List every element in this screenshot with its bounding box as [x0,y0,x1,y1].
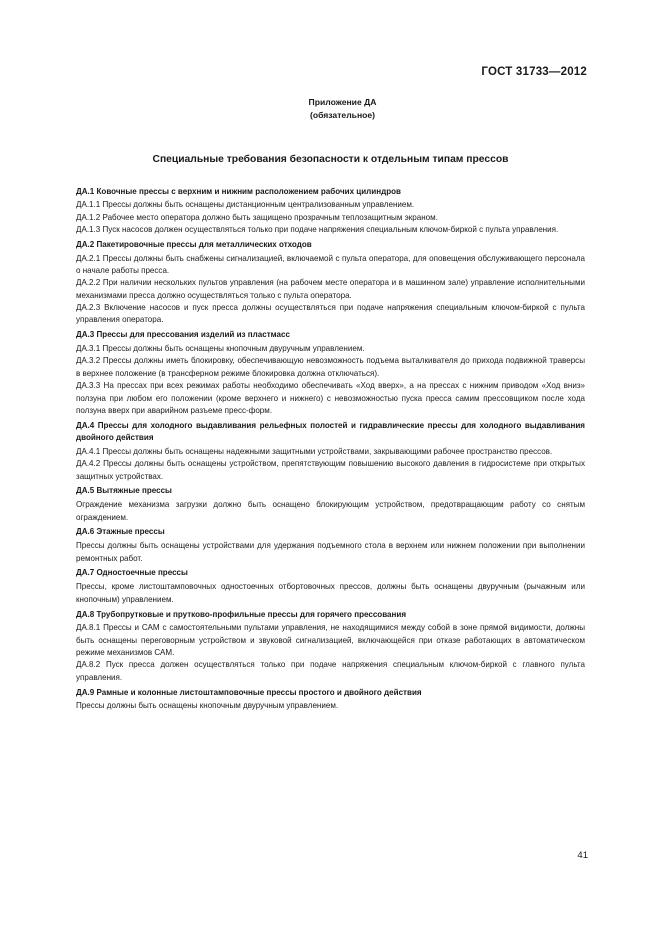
paragraph: Прессы должны быть оснащены кнопочным двуручным управлением. [76,701,339,711]
paragraph: ДА.3.2 Прессы должны иметь блокировку, обеспечивающую невозможность подъема выталкивателя до прихода подвижной траверсы в верхнее положение (в трансферном режиме блокировка должна отключаться). [76,356,585,378]
appendix-label: Приложение ДА [308,97,377,107]
section-heading: ДА.9 Рамные и колонные листоштамповочные прессы простого и двойного действия [76,687,422,697]
paragraph: ДА.2.2 При наличии нескольких пультов управления (на рабочем месте оператора и в машинном зале) управление исполнительными механизмами пресса должно осуществляться только с пульта оператора. [76,278,585,300]
section-heading: ДА.1 Ковочные прессы с верхним и нижним расположением рабочих цилиндров [76,186,401,196]
document-body [76,183,585,713]
paragraph: ДА.2.1 Прессы должны быть снабжены сигнализацией, включаемой с пульта оператора, для оповещения обслуживающего персонала о начале работы пресса. [76,253,585,276]
standard-id: ГОСТ 31733—2012 [481,66,587,78]
paragraph: ДА.1.3 Пуск насосов должен осуществляться только при подаче напряжения специальным ключом-биркой с пульта управления. [76,225,559,235]
section-heading: ДА.6 Этажные прессы [76,527,165,537]
paragraph: Ограждение механизма загрузки должно быть оснащено блокирующим устройством, предотвращающим работу со снятым ограждением. [76,500,585,522]
paragraph: ДА.1.2 Рабочее место оператора должно быть защищено прозрачным теплозащитным экраном. [76,212,438,222]
section-heading: ДА.4 Прессы для холодного выдавливания рельефных полостей и гидравлические прессы для холодного выдавливания двойного действия [76,420,585,443]
paragraph: ДА.4.2 Прессы должны быть оснащены устройством, препятствующим повышению высокого давления в гидросистеме при открытых защитных устройствах. [76,459,585,481]
appendix-heading [0,96,661,122]
paragraph: ДА.2.3 Включение насосов и пуск пресса должны осуществляться при подаче напряжения специальным ключом-биркой с пульта управления оператора. [76,303,585,325]
paragraph: Прессы должны быть оснащены устройствами для удержания подъемного стола в верхнем или нижнем положении при выполнении ремонтных работ. [76,541,585,563]
appendix-status: (обязательное) [309,110,376,120]
paragraph: ДА.8.2 Пуск пресса должен осуществляться только при подаче напряжения специальным ключом-биркой с главного пульта управления. [76,660,585,682]
paragraph: ДА.1.1 Прессы должны быть оснащены дистанционным централизованным управлением. [76,200,415,210]
paragraph: ДА.3.1 Прессы должны быть оснащены кнопочным двуручным управлением. [76,344,365,354]
paragraph: ДА.8.1 Прессы и САМ с самостоятельными пультами управления, не находящимися между собой в зоне прямой видимости, должны быть оснащены переговорным устройством и звуковой сигнализацией, включающейся при отказе работающих в автоматическом режиме механизмов САМ. [76,623,585,658]
paragraph: ДА.3.3 На прессах при всех режимах работы необходимо обеспечивать «Ход вверх», а на прессах с нижним приводом «Ход вниз» ползуна при любом его положении (кроме верхнего и нижнего) с невозможностью пуска пресса самим прессовщиком после хода ползуна вверх при аварийном разъеме пресс-форм. [76,381,585,415]
page-number: 41 [577,850,588,861]
section-heading: ДА.8 Трубопрутковые и прутково-профильные прессы для горячего прессования [76,609,407,619]
section-heading: ДА.5 Вытяжные прессы [76,486,172,496]
page-title: Специальные требования безопасности к отдельным типам прессов [152,154,509,165]
paragraph: Прессы, кроме листоштамповочных одностоечных отбортовочных прессов, должны быть оснащены двуручным (рычажным или кнопочным) управлением. [76,582,585,604]
section-heading: ДА.7 Одностоечные прессы [76,568,188,578]
section-heading: ДА.2 Пакетировочные прессы для металлических отходов [76,239,312,249]
section-heading: ДА.3 Прессы для прессования изделий из пластмасс [76,330,290,340]
paragraph: ДА.4.1 Прессы должны быть оснащены надежными защитными устройствами, закрывающими рабочее пространство прессов. [76,446,553,456]
